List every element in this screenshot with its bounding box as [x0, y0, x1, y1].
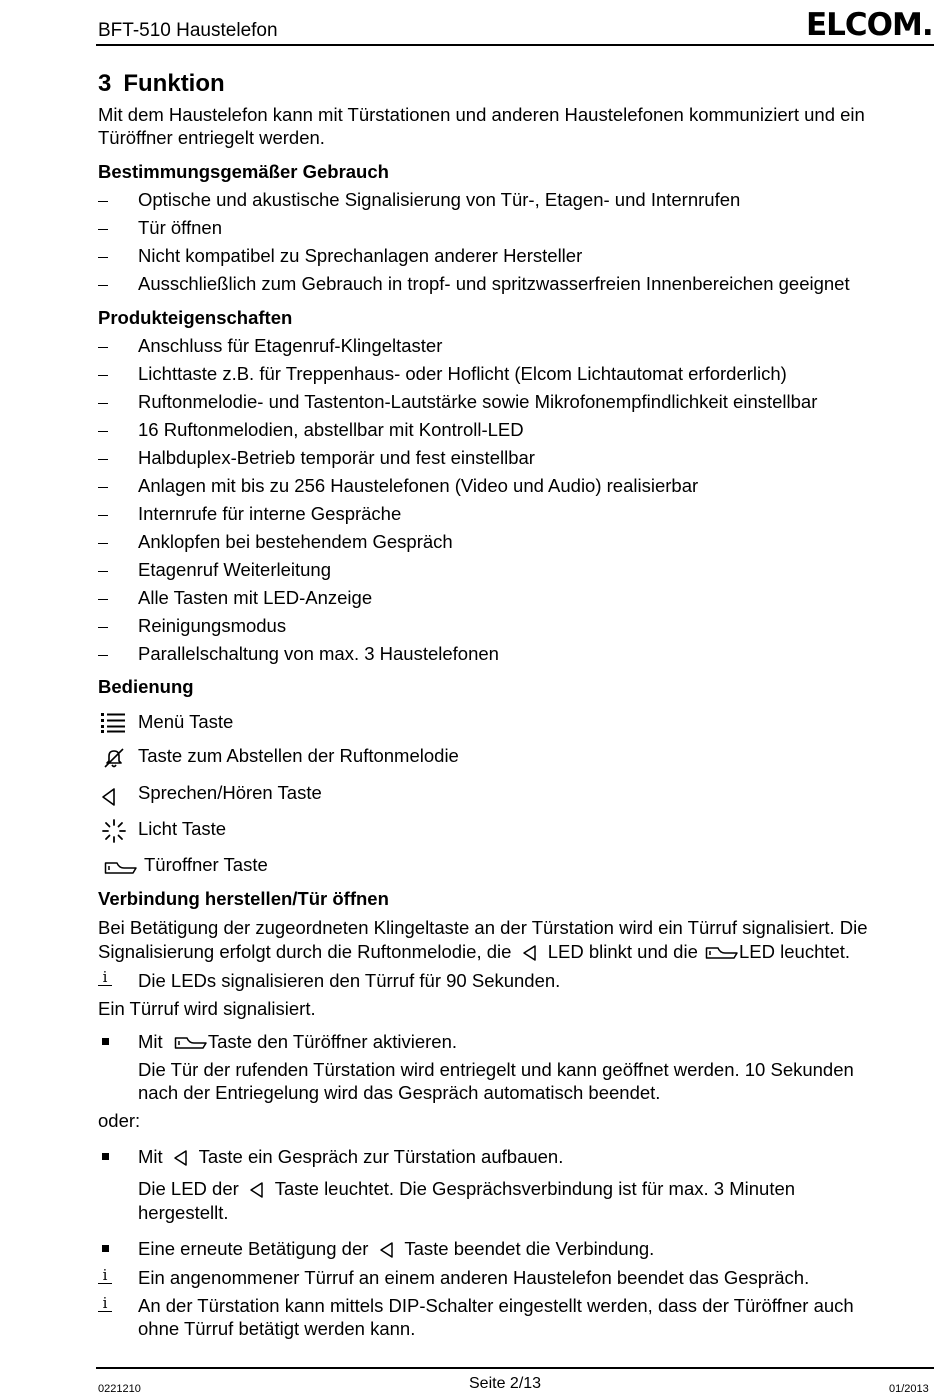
property-item: Reinigungsmodus	[138, 615, 287, 636]
step-talk-result-2: hergestellt.	[138, 1202, 229, 1223]
elcom-logo: ELCOM.	[806, 7, 933, 43]
bullet	[102, 1245, 109, 1252]
section-title-text: Funktion	[123, 70, 225, 97]
list-dash	[98, 201, 108, 202]
connection-text-line-1: Bei Betätigung der zugeordneten Klingeltaste an der Türstation wird ein Türruf signalisiert. Die	[98, 917, 868, 938]
note-leds: Die LEDs signalisieren den Türruf für 90 Sekunden.	[138, 970, 561, 991]
list-dash	[98, 655, 108, 656]
footer-page: Seite 2/13	[469, 1375, 542, 1392]
step-open-door	[138, 1031, 457, 1053]
step-open-door-result-1: Die Tür der rufenden Türstation wird entriegelt und kann geöffnet werden. 10 Sekunden	[138, 1059, 854, 1080]
connection-text-part: LED leuchtet.	[739, 941, 851, 962]
footer-date: 01/2013	[889, 1383, 929, 1395]
info-icon: i	[98, 1267, 112, 1284]
note-other-phone: Ein angenommener Türruf an einem anderen Haustelefon beendet das Gespräch.	[138, 1267, 810, 1288]
speaker-icon	[170, 1148, 192, 1168]
step-text-part: Mit	[138, 1031, 163, 1052]
connection-title: Verbindung herstellen/Tür öffnen	[98, 888, 389, 909]
step-text-part: Eine erneute Betätigung der	[138, 1238, 369, 1259]
intro-line-1: Mit dem Haustelefon kann mit Türstationen und anderen Haustelefonen kommuniziert und ein	[98, 104, 865, 125]
section-number: 3	[98, 70, 112, 97]
speaker-icon	[376, 1240, 398, 1260]
list-dash	[98, 375, 108, 376]
list-dash	[98, 459, 108, 460]
usage-title: Bestimmungsgemäßer Gebrauch	[98, 161, 389, 182]
mute-key-label: Taste zum Abstellen der Ruftonmelodie	[138, 745, 459, 766]
speaker-icon	[246, 1180, 268, 1200]
key-icon	[104, 861, 138, 875]
step-text-part: Taste ein Gespräch zur Türstation aufbauen.	[198, 1146, 564, 1167]
menu-icon	[100, 711, 126, 733]
list-dash	[98, 627, 108, 628]
section-title	[98, 70, 225, 98]
step-text-part: Taste leuchtet. Die Gesprächsverbindung ist für max. 3 Minuten	[274, 1178, 796, 1199]
step-text-part: Taste den Türöffner aktivieren.	[207, 1031, 458, 1052]
usage-item: Ausschließlich zum Gebrauch in tropf- und spritzwasserfreien Innenbereichen geeignet	[138, 273, 850, 294]
talk-key-label: Sprechen/Hören Taste	[138, 782, 322, 803]
step-text-part: Die LED der	[138, 1178, 239, 1199]
intro-line-2: Türöffner entriegelt werden.	[98, 127, 325, 148]
connection-text-line-2	[98, 941, 850, 963]
list-dash	[98, 403, 108, 404]
list-dash	[98, 285, 108, 286]
light-icon	[102, 819, 126, 843]
header-title: BFT-510 Haustelefon	[98, 20, 278, 41]
list-dash	[98, 515, 108, 516]
property-item: Etagenruf Weiterleitung	[138, 559, 331, 580]
step-text-part: Taste beendet die Verbindung.	[404, 1238, 655, 1259]
footer-rule	[96, 1367, 934, 1369]
note-dip-switch-2: ohne Türruf betätigt werden kann.	[138, 1318, 416, 1339]
list-dash	[98, 571, 108, 572]
connection-text-part: Signalisierung erfolgt durch die Ruftonmelodie, die	[98, 941, 512, 962]
property-item: Anschluss für Etagenruf-Klingeltaster	[138, 335, 443, 356]
property-item: Ruftonmelodie- und Tastenton-Lautstärke sowie Mikrofonempfindlichkeit einstellbar	[138, 391, 818, 412]
operation-title: Bedienung	[98, 676, 194, 697]
key-icon	[705, 946, 739, 960]
list-dash	[98, 229, 108, 230]
header-rule	[96, 44, 934, 46]
properties-title: Produkteigenschaften	[98, 307, 293, 328]
bullet	[102, 1153, 109, 1160]
door-key-label: Türoffner Taste	[144, 854, 268, 875]
menu-key-label: Menü Taste	[138, 711, 234, 732]
list-dash	[98, 599, 108, 600]
list-dash	[98, 431, 108, 432]
connection-text-part: LED blinkt und die	[547, 941, 698, 962]
light-key-label: Licht Taste	[138, 818, 227, 839]
bell-muted-icon	[103, 747, 125, 769]
note-dip-switch-1: An der Türstation kann mittels DIP-Schalter eingestellt werden, dass der Türöffner auch	[138, 1295, 854, 1316]
property-item: Parallelschaltung von max. 3 Haustelefonen	[138, 643, 499, 664]
speaker-icon	[101, 786, 117, 808]
usage-item: Tür öffnen	[138, 217, 222, 238]
or-text: oder:	[98, 1110, 141, 1131]
property-item: Internrufe für interne Gespräche	[138, 503, 402, 524]
key-icon	[174, 1036, 208, 1050]
list-dash	[98, 487, 108, 488]
property-item: Anlagen mit bis zu 256 Haustelefonen (Video und Audio) realisierbar	[138, 475, 699, 496]
list-dash	[98, 257, 108, 258]
step-text-part: Mit	[138, 1146, 163, 1167]
property-item: Anklopfen bei bestehendem Gespräch	[138, 531, 453, 552]
property-item: Alle Tasten mit LED-Anzeige	[138, 587, 373, 608]
list-dash	[98, 347, 108, 348]
step-talk	[138, 1146, 563, 1168]
info-icon: i	[98, 969, 112, 986]
usage-item: Optische und akustische Signalisierung von Tür-, Etagen- und Internrufen	[138, 189, 741, 210]
footer-doc-number: 0221210	[98, 1383, 141, 1395]
property-item: 16 Ruftonmelodien, abstellbar mit Kontroll-LED	[138, 419, 524, 440]
step-end	[138, 1238, 654, 1260]
bullet	[102, 1038, 109, 1045]
step-talk-result-1	[138, 1178, 795, 1200]
call-signalled: Ein Türruf wird signalisiert.	[98, 998, 316, 1019]
list-dash	[98, 543, 108, 544]
info-icon: i	[98, 1295, 112, 1312]
property-item: Lichttaste z.B. für Treppenhaus- oder Hoflicht (Elcom Lichtautomat erforderlich)	[138, 363, 787, 384]
property-item: Halbduplex-Betrieb temporär und fest einstellbar	[138, 447, 535, 468]
step-open-door-result-2: nach der Entriegelung wird das Gespräch automatisch beendet.	[138, 1082, 661, 1103]
usage-item: Nicht kompatibel zu Sprechanlagen anderer Hersteller	[138, 245, 583, 266]
speaker-icon	[519, 943, 541, 963]
